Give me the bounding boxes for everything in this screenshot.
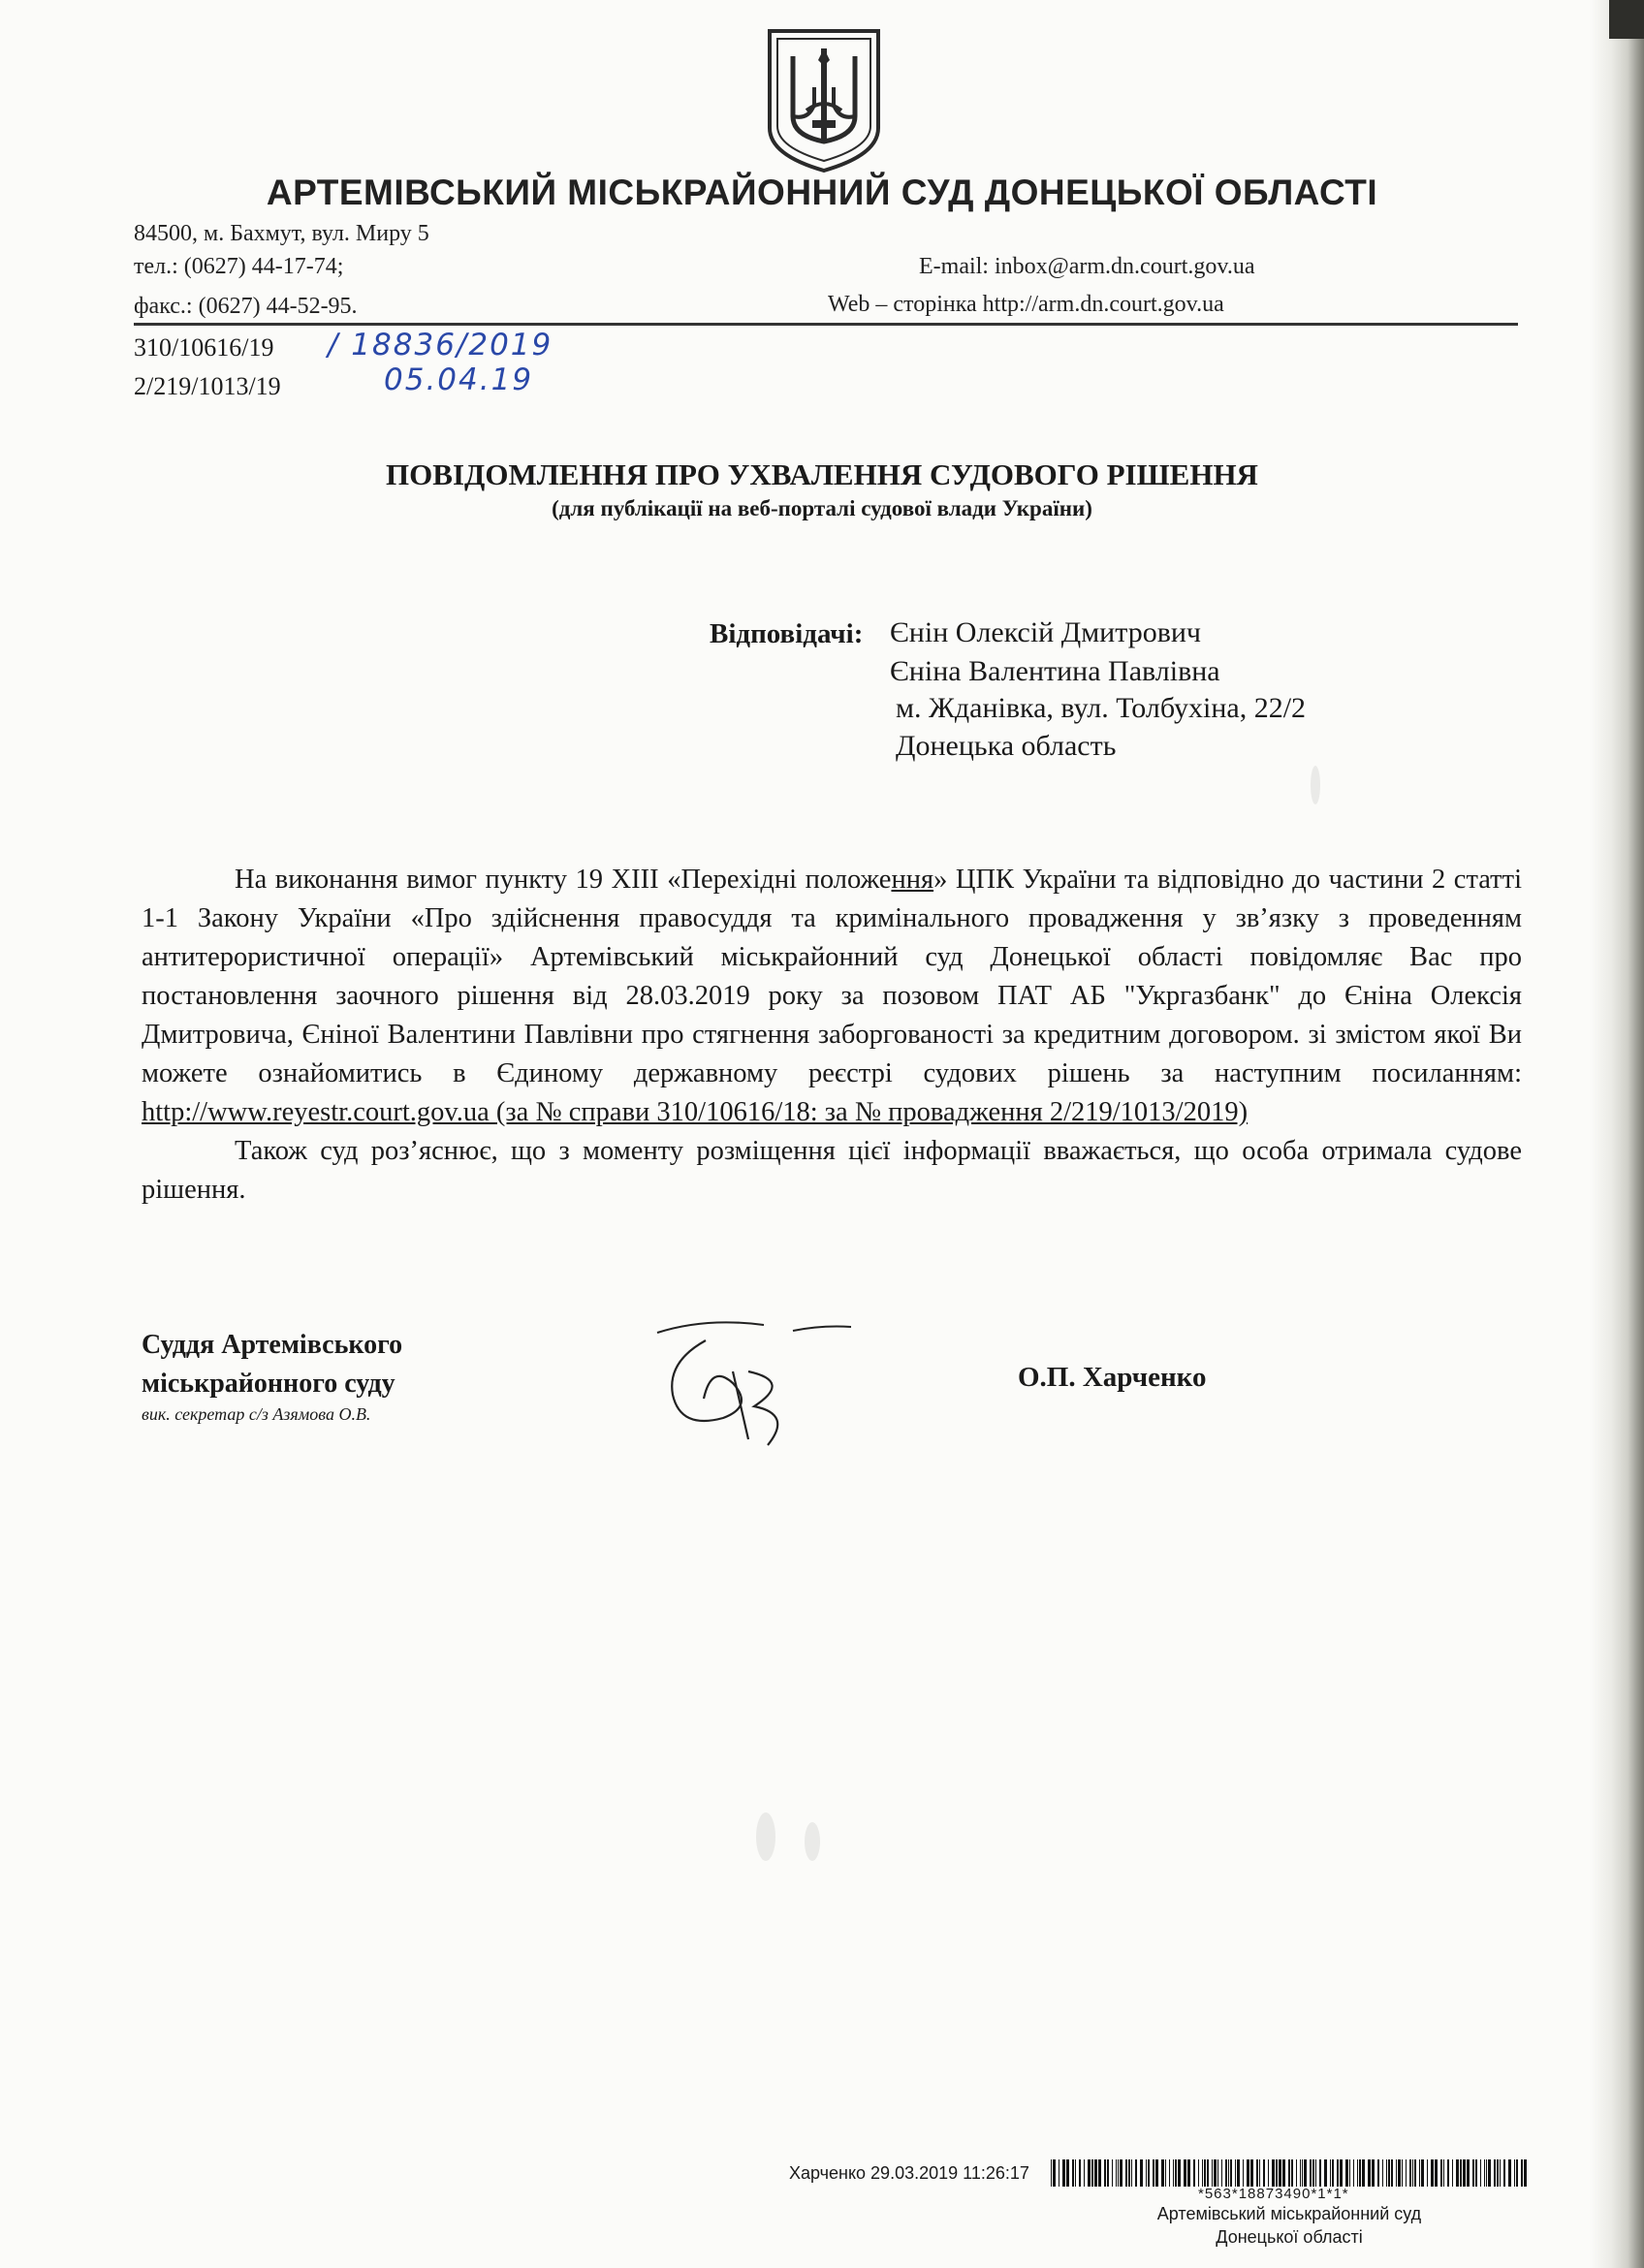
notice-body [142,861,1522,1210]
judge-name: О.П. Харченко [1018,1362,1207,1393]
header-divider [134,323,1518,326]
notice-paragraph-2: Також суд роз’яснює, що з моменту розміщення цієї інформації вважається, що особа отримала судове рішення. [142,1136,1522,1205]
judge-signature [648,1313,861,1449]
respondent-name-2: Єніна Валентина Павлівна [890,655,1220,687]
respondents-label: Відповідачі: [710,618,864,649]
e-signature-timestamp: Харченко 29.03.2019 11:26:17 [789,2163,1029,2183]
court-name-heading: АРТЕМІВСЬКИЙ МІСЬКРАЙОННИЙ СУД ДОНЕЦЬКОЇ ОБЛАСТІ [266,173,1378,212]
coat-of-arms-icon [764,27,884,174]
document-title: ПОВІДОМЛЕННЯ ПРО УХВАЛЕННЯ СУДОВОГО РІШЕННЯ [386,457,1258,491]
notice-paragraph-1: На виконання вимог пункту 19 XIII «Перехідні положення» ЦПК України та відповідно до частини 2 статті 1-1 Закону України «Про здійснення правосуддя та кримінального провадження у зв’язку з проведенням антитерористичної операції» Артемівський міськрайонний суд Донецької області повідомляє Вас про постановлення заочного рішення від 28.03.2019 року за позовом ПАТ АБ "Укргазбанк" до Єніна Олексія Дмитровича, Єніної Валентини Павлівни про стягнення заборгованості за кредитним договором. зі змістом якої Ви можете ознайомитись в Єдиному державному реєстрі судових рішень за наступним посиланням: http://www.reyestr.court.gov.ua (за № справи 310/10616/18: за № провадження 2/219/1013/2019) [142,865,1522,1127]
court-website: Web – сторінка http://arm.dn.court.gov.ua [828,292,1224,317]
respondent-name-1: Єнін Олексій Дмитрович [890,616,1202,648]
scan-smudge [805,1822,820,1861]
secretary-note: вик. секретар с/з Азямова О.В. [142,1404,371,1424]
respondent-region: Донецька область [896,730,1117,762]
scan-edge-shadow [1590,0,1644,2268]
scan-smudge [1311,766,1320,804]
court-phone: тел.: (0627) 44-17-74; [134,254,344,279]
e-stamp-court: Артемівський міськрайонний суд Донецької області [1156,2204,1422,2247]
proceeding-number: 2/219/1013/19 [134,372,281,400]
respondent-address: м. Жданівка, вул. Толбухіна, 22/2 [896,692,1307,724]
document-subtitle: (для публікації на веб-порталі судової влади України) [552,496,1092,520]
registry-link[interactable]: http://www.reyestr.court.gov.ua (за № справи 310/10616/18: за № провадження 2/219/1013/2019) [142,1097,1249,1127]
court-address: 84500, м. Бахмут, вул. Миру 5 [134,221,429,246]
scan-smudge [756,1812,775,1861]
scan-edge-corner [1609,0,1644,39]
barcode-number: *563*18873490*1*1* [1198,2186,1349,2202]
barcode-icon [1051,2159,1530,2187]
court-fax: факс.: (0627) 44-52-95. [134,294,358,319]
case-number: 310/10616/19 [134,333,274,362]
court-email: E-mail: inbox@arm.dn.court.gov.ua [919,254,1255,279]
handwritten-registration-number: / 18836/2019 [328,328,553,362]
handwritten-date: 05.04.19 [384,362,534,397]
judge-title: Суддя Артемівського міськрайонного суду [142,1330,403,1399]
